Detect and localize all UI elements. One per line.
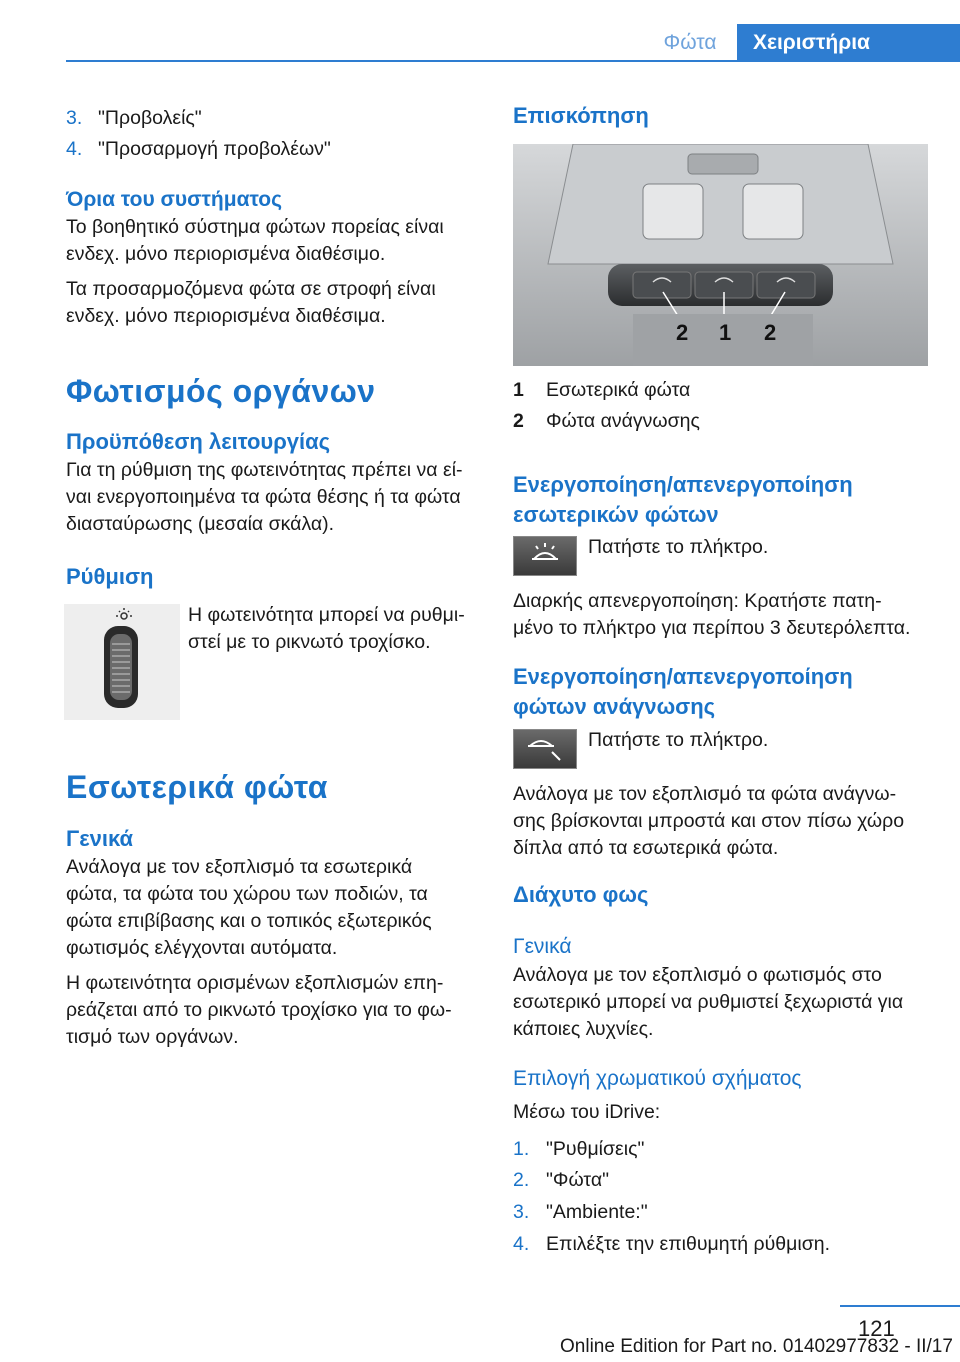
general-heading: Γενικά xyxy=(66,826,134,851)
thumbwheel-illustration xyxy=(64,604,180,720)
body-text: Ανάλογα με τον εξοπλισμό ο φωτισμός στο xyxy=(513,964,882,986)
step-text: "Ρυθμίσεις" xyxy=(546,1138,645,1160)
body-text: δίπλα από τα εσωτερικά φώτα. xyxy=(513,837,779,859)
legend-text: Εσωτερικά φώτα xyxy=(546,379,691,401)
body-text: Διαρκής απενεργοποίηση: Κρατήστε πατη‐ xyxy=(513,590,882,612)
body-text: φώτα επιβίβασης και ο τοπικός εξωτερικός xyxy=(66,910,432,932)
prerequisite-heading: Προϋπόθεση λειτουργίας xyxy=(66,429,331,454)
adjust-heading: Ρύθμιση xyxy=(66,564,154,589)
overhead-console-image xyxy=(513,144,928,366)
interior-onoff-heading: Ενεργοποίηση/απενεργοποίηση xyxy=(513,472,853,497)
dome-light-icon xyxy=(514,537,576,575)
list-text: "Προβολείς" xyxy=(98,107,202,129)
step-text: "Ambiente:" xyxy=(546,1201,648,1223)
body-text: Ανάλογα με τον εξοπλισμό τα φώτα ανάγνω‐ xyxy=(513,783,897,805)
body-text: κάποιες λυχνίες. xyxy=(513,1018,654,1040)
list-number: 3. xyxy=(66,107,83,129)
body-text: εσωτερικό μπορεί να ρυθμιστεί ξεχωριστά για xyxy=(513,991,904,1013)
ambient-general-heading: Γενικά xyxy=(513,935,572,958)
color-scheme-heading: Επιλογή χρωματικού σχήματος xyxy=(513,1067,802,1090)
body-text: Πατήστε το πλήκτρο. xyxy=(588,729,769,751)
reading-onoff-heading-cont: φώτων ανάγνωσης xyxy=(513,694,716,719)
section-tab[interactable]: Φώτα xyxy=(663,31,717,54)
interior-light-button-icon xyxy=(513,536,577,576)
body-text: ενδεχ. μόνο περιορισμένα διαθέσιμο. xyxy=(66,243,386,265)
legend-text: Φώτα ανάγνωσης xyxy=(546,410,700,432)
image-callout-2-right: 2 xyxy=(764,320,777,345)
legend-number: 1 xyxy=(513,379,524,401)
body-text: διασταύρωσης (μεσαία σκάλα). xyxy=(66,513,335,535)
body-text: φώτα, τα φώτα του χώρου των ποδιών, τα xyxy=(66,883,428,905)
overview-heading: Επισκόπηση xyxy=(513,103,649,128)
body-text: Τα προσαρμοζόμενα φώτα σε στροφή είναι xyxy=(66,278,436,300)
reading-light-button-icon xyxy=(513,729,577,769)
step-number: 2. xyxy=(513,1169,530,1191)
body-text: ρεάζεται από το ρικνωτό τροχίσκο για το φω‐ xyxy=(66,999,452,1021)
thumbwheel-image xyxy=(64,604,180,720)
body-text: μένο το πλήκτρο για περίπου 3 δευτερόλεπτα. xyxy=(513,617,911,639)
footer-rule xyxy=(840,1305,960,1307)
body-text: Το βοηθητικό σύστημα φώτων πορείας είναι xyxy=(66,216,444,238)
step-text: "Φώτα" xyxy=(546,1169,610,1191)
image-callout-2-left: 2 xyxy=(676,320,689,345)
reading-light-icon xyxy=(514,730,576,768)
list-number: 4. xyxy=(66,138,83,160)
interior-lights-heading: Εσωτερικά φώτα xyxy=(66,769,328,805)
body-text: Η φωτεινότητα μπορεί να ρυθμι‐ xyxy=(188,604,465,626)
legend-number: 2 xyxy=(513,410,524,432)
limits-heading: Όρια του συστήματος xyxy=(66,188,283,211)
instrument-lighting-heading: Φωτισμός οργάνων xyxy=(66,373,376,409)
body-text: Μέσω του iDrive: xyxy=(513,1101,661,1123)
body-text: ενδεχ. μόνο περιορισμένα διαθέσιμα. xyxy=(66,305,386,327)
body-text: στεί με το ρικνωτό τροχίσκο. xyxy=(188,631,431,653)
body-text: τισμό των οργάνων. xyxy=(66,1026,239,1048)
reading-onoff-heading: Ενεργοποίηση/απενεργοποίηση xyxy=(513,664,853,689)
ambient-light-heading: Διάχυτο φως xyxy=(513,882,649,907)
page-number: 121 xyxy=(858,1316,895,1341)
step-number: 4. xyxy=(513,1233,530,1255)
interior-onoff-heading-cont: εσωτερικών φώτων xyxy=(513,502,719,527)
body-text: Η φωτεινότητα ορισμένων εξοπλισμών επη‐ xyxy=(66,972,444,994)
step-text: Επιλέξτε την επιθυμητή ρύθμιση. xyxy=(546,1233,830,1255)
body-text: φωτισμός ελέγχονται αυτόματα. xyxy=(66,937,338,959)
list-text: "Προσαρμογή προβολέων" xyxy=(98,138,331,160)
image-callout-1: 1 xyxy=(719,320,732,345)
header-rule xyxy=(66,60,960,62)
body-text: ναι ενεργοποιημένα τα φώτα θέσης ή τα φώτα xyxy=(66,486,461,508)
body-text: Πατήστε το πλήκτρο. xyxy=(588,536,769,558)
edition-footer: Online Edition for Part no. 01402977832 - II/17 xyxy=(560,1336,953,1357)
body-text: Για τη ρύθμιση της φωτεινότητας πρέπει να εί‐ xyxy=(66,459,463,481)
step-number: 1. xyxy=(513,1138,530,1160)
body-text: σης βρίσκονται μπροστά και στον πίσω χώρο xyxy=(513,810,905,832)
body-text: Ανάλογα με τον εξοπλισμό τα εσωτερικά xyxy=(66,856,413,878)
chapter-tab[interactable]: Χειριστήρια xyxy=(737,24,960,62)
brightness-icon xyxy=(116,608,132,619)
step-number: 3. xyxy=(513,1201,530,1223)
